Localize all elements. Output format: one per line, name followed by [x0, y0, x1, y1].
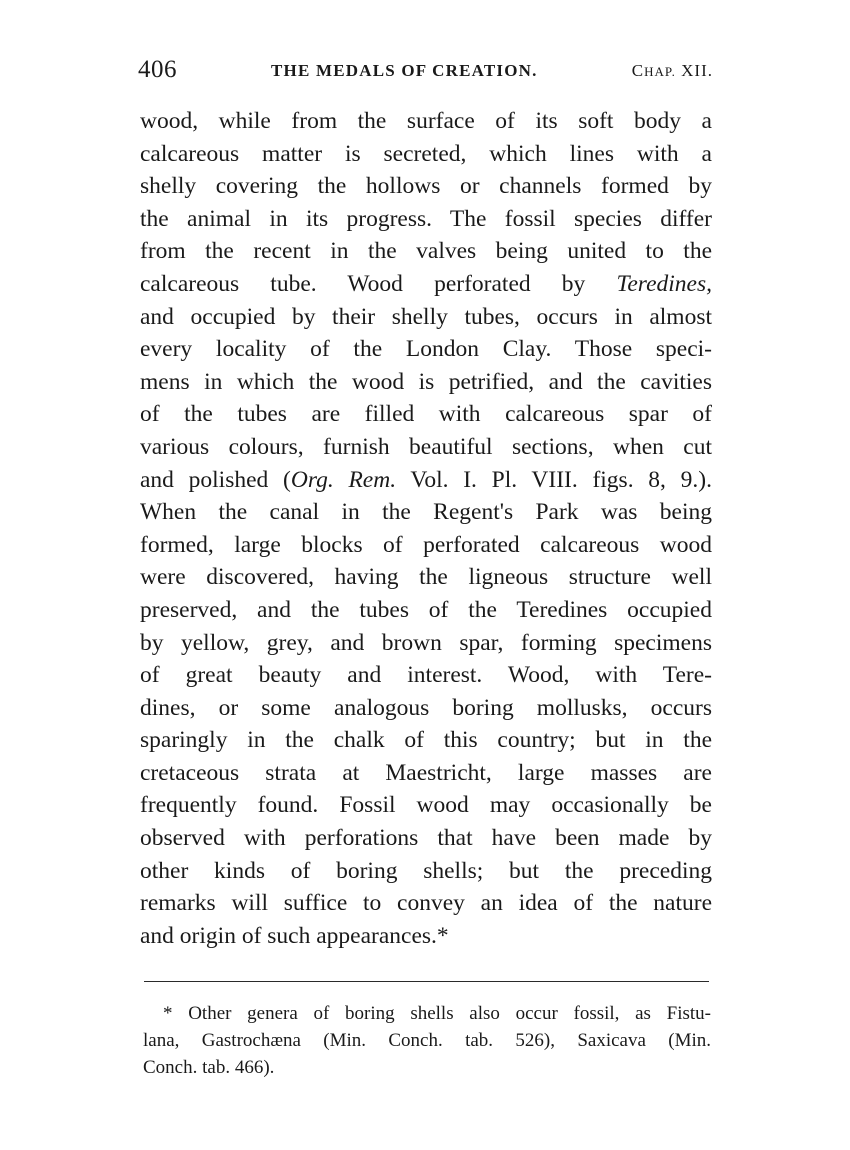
footnote-line: Conch. tab. 466).: [143, 1057, 275, 1078]
body-paragraph: [140, 105, 712, 952]
body-line: frequently found. Fossil wood may occasionally be: [140, 792, 712, 819]
body-line-italic: Org. Rem.: [290, 466, 397, 493]
footnote: [143, 1000, 711, 1081]
footnote-line: * Other genera of boring shells also occur fossil, as Fistu-: [163, 1003, 711, 1024]
body-line-text: and polished (: [140, 466, 291, 493]
body-line: When the canal in the Regent's Park was being: [140, 499, 712, 526]
footnote-divider: [144, 981, 709, 982]
body-line: wood, while from the surface of its soft body a: [140, 108, 712, 134]
body-line: shelly covering the hollows or channels formed by: [140, 173, 712, 200]
footnote-line: lana, Gastrochæna (Min. Conch. tab. 526), Saxicava (Min.: [143, 1030, 711, 1051]
body-line: other kinds of boring shells; but the preceding: [140, 857, 712, 884]
body-line: the animal in its progress. The fossil species differ: [140, 205, 712, 232]
body-line: observed with perforations that have been made by: [140, 825, 712, 852]
body-line: by yellow, grey, and brown spar, forming specimens: [140, 629, 712, 656]
body-line: [140, 464, 712, 497]
body-line-text: Vol. I. Pl. VIII. figs. 8, 9.).: [396, 466, 712, 493]
body-line: remarks will suffice to convey an idea of the nature: [140, 890, 712, 917]
book-title: THE MEDALS OF CREATION.: [271, 61, 538, 80]
body-line-text: calcareous tube. Wood perforated by: [140, 270, 617, 297]
running-head: [138, 56, 713, 90]
body-line: calcareous matter is secreted, which lines with a: [140, 140, 712, 167]
body-line: various colours, furnish beautiful sections, when cut: [140, 433, 712, 460]
body-line: from the recent in the valves being united to the: [140, 238, 712, 265]
chapter-label: [632, 61, 713, 81]
body-line: mens in which the wood is petrified, and the cavities: [140, 368, 712, 395]
body-line: sparingly in the chalk of this country; but in the: [140, 727, 712, 754]
chapter-number: XII.: [681, 61, 713, 80]
page-number: 406: [138, 56, 177, 83]
body-line: of the tubes are filled with calcareous spar of: [140, 401, 712, 428]
body-line-italic: Teredines,: [616, 270, 712, 297]
chapter-small-caps: HAP.: [644, 64, 676, 79]
body-line: of great beauty and interest. Wood, with Tere-: [140, 662, 712, 689]
body-line: [140, 268, 712, 301]
body-line: and origin of such appearances.*: [140, 922, 449, 949]
chapter-cap: C: [631, 61, 645, 80]
body-line: and occupied by their shelly tubes, occurs in almost: [140, 303, 712, 330]
body-line: cretaceous strata at Maestricht, large masses are: [140, 759, 712, 786]
body-line: dines, or some analogous boring mollusks, occurs: [140, 694, 712, 721]
body-line: were discovered, having the ligneous structure well: [140, 564, 712, 591]
body-line: preserved, and the tubes of the Teredines occupied: [140, 596, 712, 623]
body-line: formed, large blocks of perforated calcareous wood: [140, 531, 712, 558]
body-line: every locality of the London Clay. Those speci-: [140, 336, 712, 363]
